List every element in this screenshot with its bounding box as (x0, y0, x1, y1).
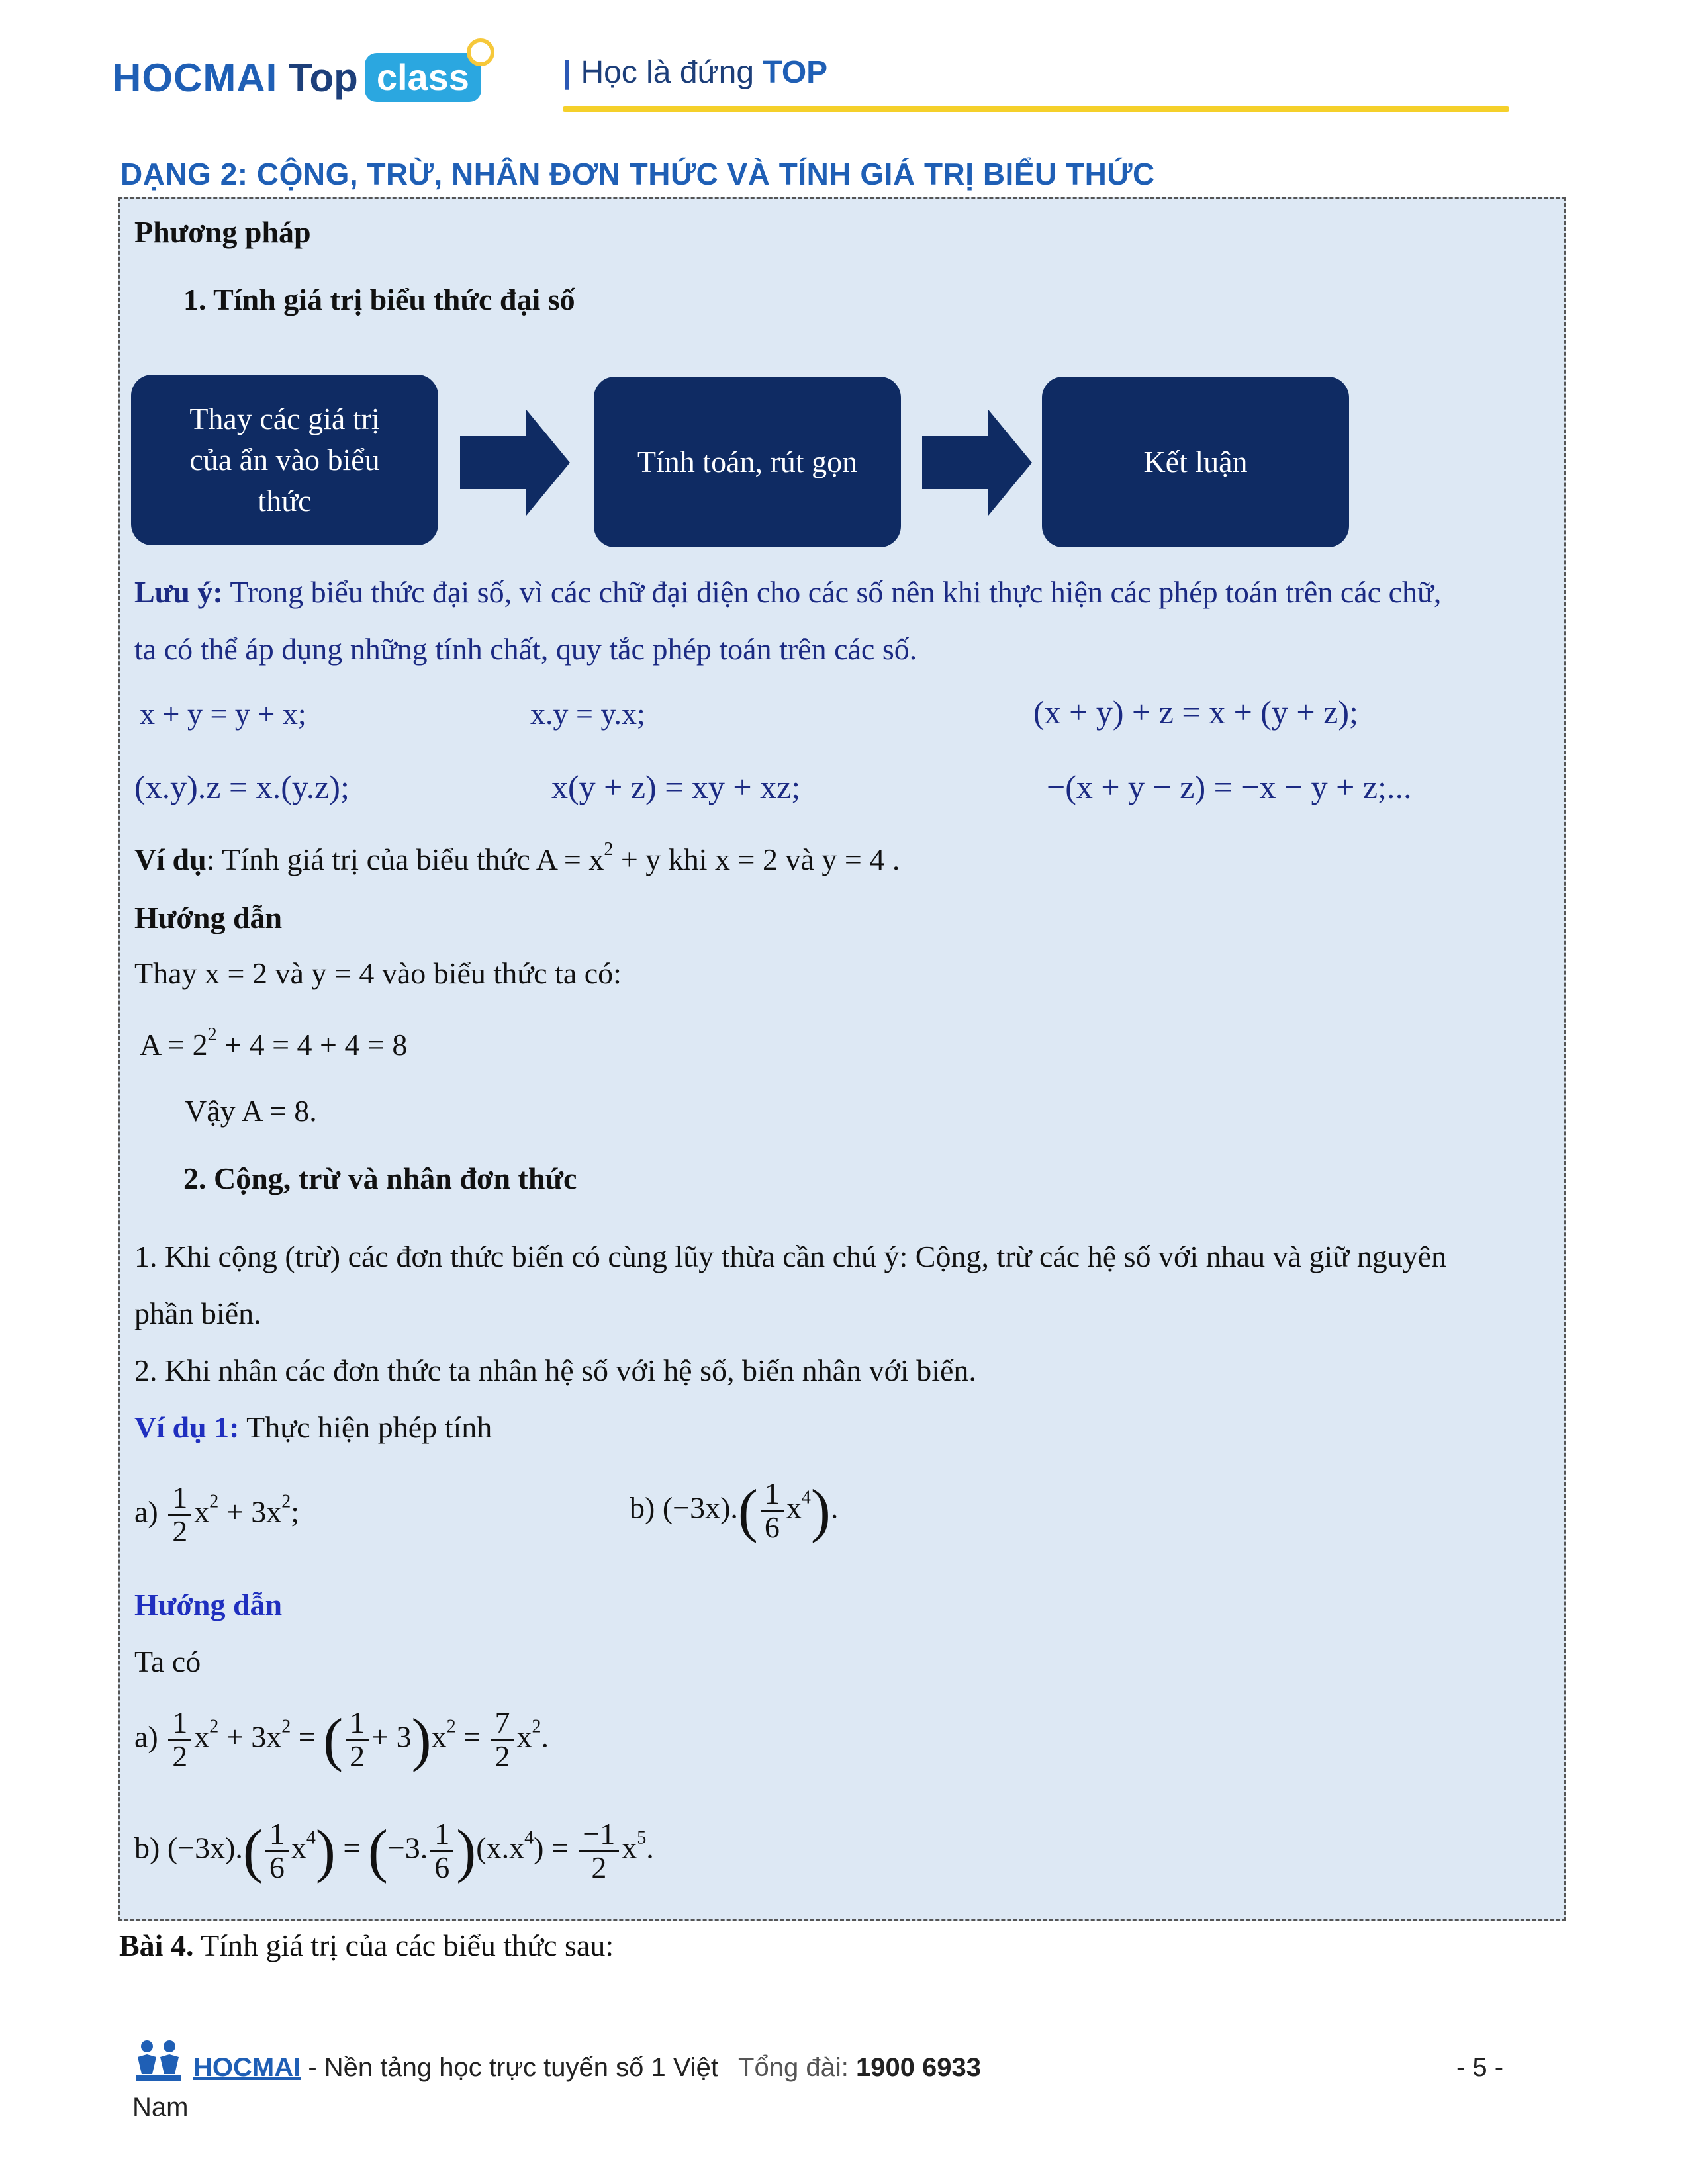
example-label: Ví dụ (134, 842, 207, 876)
arrow-right-icon (922, 410, 1032, 516)
ex1-label: Ví dụ 1: (134, 1410, 240, 1444)
solution-b: b) (−3x).( $\frac{1}{6}$ $x^4) = (-3$. $\frac{1}{6}$ )$(x.x^4)$ = $\frac{-1}{2}$ $x^5$. (134, 1817, 654, 1885)
rule1-line-2: phần biến. (134, 1297, 261, 1330)
guide2-heading: Hướng dẫn (134, 1588, 283, 1621)
ex1-text: Thực hiện phép tính (239, 1410, 492, 1444)
example-line: Ví dụ: Tính giá trị của biểu thức $A = x^2 + y$ khi x = 2 và y = 4 . (134, 839, 900, 876)
flow-step-substitute (131, 375, 438, 545)
section-title: DẠNG 2: CỘNG, TRỪ, NHÂN ĐƠN THỨC VÀ TÍNH GIÁ TRỊ BIỂU THỨC (120, 157, 1155, 191)
method-heading: Phương pháp (134, 215, 311, 249)
item1-heading: 1. Tính giá trị biểu thức đại số (183, 283, 575, 316)
guide-line-2: $A = 2^2 + 4 = 4 + 4 = 8$ (140, 1024, 408, 1062)
note-line-2: ta có thể áp dụng những tính chất, quy tắc phép toán trên các số. (134, 632, 917, 666)
bai4-line (119, 1927, 614, 1964)
hocmai-mascot-icon (132, 2037, 185, 2083)
ta-co: Ta có (134, 1645, 201, 1678)
header-divider (563, 106, 1509, 112)
example-text-cont: + y khi x = 2 và y = 4 . (613, 842, 900, 876)
footer-hotline-label: Tổng đài: (738, 2053, 849, 2082)
bai4-label: Bài 4. (119, 1929, 194, 1962)
note-line-1 (134, 574, 1441, 610)
footer-text (193, 2053, 981, 2083)
rule-negation: −(x + y − z) = −x − y + z;... (1047, 768, 1412, 805)
flow-step-label: Thay các giá trị của ẩn vào biểu thức (189, 401, 380, 518)
rule-commutative-add: x + y = y + x; (140, 697, 306, 731)
example-text: : Tính giá trị của biểu thức A = x (206, 842, 604, 876)
footer-brand-link[interactable]: HOCMAI (193, 2053, 301, 2082)
solution-a: a) $\frac{1}{2}$ $x^2 + 3x^2$ = ( $\frac{1}{2}$ + $3)x^2$ = $\frac{7}{2}$ $x^2$. (134, 1706, 549, 1774)
flow-step-label: Tính toán, rút gọn (637, 444, 858, 478)
slogan: | Học là đứng TOP (563, 55, 828, 90)
footer-tagline: - Nền tảng học trực tuyến số 1 Việt (301, 2053, 719, 2082)
item2-heading: 2. Cộng, trừ và nhân đơn thức (183, 1161, 577, 1195)
rule-associative-add: (x + y) + z = x + (y + z); (1033, 694, 1358, 731)
hocmai-topclass-logo (113, 48, 481, 107)
guide-line-3: Vậy A = 8. (185, 1094, 317, 1128)
guide-heading: Hướng dẫn (134, 901, 283, 934)
ex1-line (134, 1409, 492, 1445)
logo-hocmai-text: HOCMAI (113, 55, 278, 100)
rule-commutative-mul: x.y = y.x; (530, 697, 645, 731)
slogan-text: Học là đứng (581, 55, 755, 90)
ex1-problem-b: b) (−3x).( $\frac{1}{6}$ $x^4$). (630, 1477, 839, 1545)
rule1-line-1: 1. Khi cộng (trừ) các đơn thức biến có cùng lũy thừa cần chú ý: Cộng, trừ các hệ số với nhau và giữ nguyên (134, 1240, 1447, 1273)
logo-class-text: class (376, 56, 469, 98)
logo-class-badge (365, 53, 481, 102)
page-number: - 5 - (1456, 2053, 1504, 2082)
bai4-text: Tính giá trị của các biểu thức sau: (193, 1929, 614, 1962)
rule-associative-mul: (x.y).z = x.(y.z); (134, 768, 350, 805)
flow-step-conclude (1042, 377, 1349, 547)
rule-distributive: x(y + z) = xy + xz; (551, 768, 801, 805)
note-label: Lưu ý: (134, 575, 223, 609)
slogan-top: TOP (763, 55, 828, 90)
footer-tagline-cont: Nam (132, 2093, 189, 2122)
ex1-problem-a: a) $\frac{1}{2}$ $x^2 + 3x^2$; (134, 1480, 299, 1549)
rule2-line: 2. Khi nhân các đơn thức ta nhân hệ số với hệ số, biến nhân với biến. (134, 1353, 976, 1387)
method-panel (118, 197, 1566, 1921)
guide-calc-a: A = 2 (140, 1028, 208, 1062)
flow-step-label: Kết luận (1143, 444, 1248, 478)
flow-step-compute (594, 377, 901, 547)
logo-top-text: Top (288, 55, 358, 100)
note-text: Trong biểu thức đại số, vì các chữ đại diện cho các số nên khi thực hiện các phép toán trên các chữ, (222, 575, 1442, 609)
sun-icon (467, 38, 494, 66)
arrow-right-icon (460, 410, 570, 516)
guide-line-1: Thay x = 2 và y = 4 vào biểu thức ta có: (134, 956, 622, 990)
footer-hotline: 1900 6933 (855, 2053, 982, 2082)
guide-calc-b: + 4 = 4 + 4 = 8 (216, 1028, 408, 1062)
